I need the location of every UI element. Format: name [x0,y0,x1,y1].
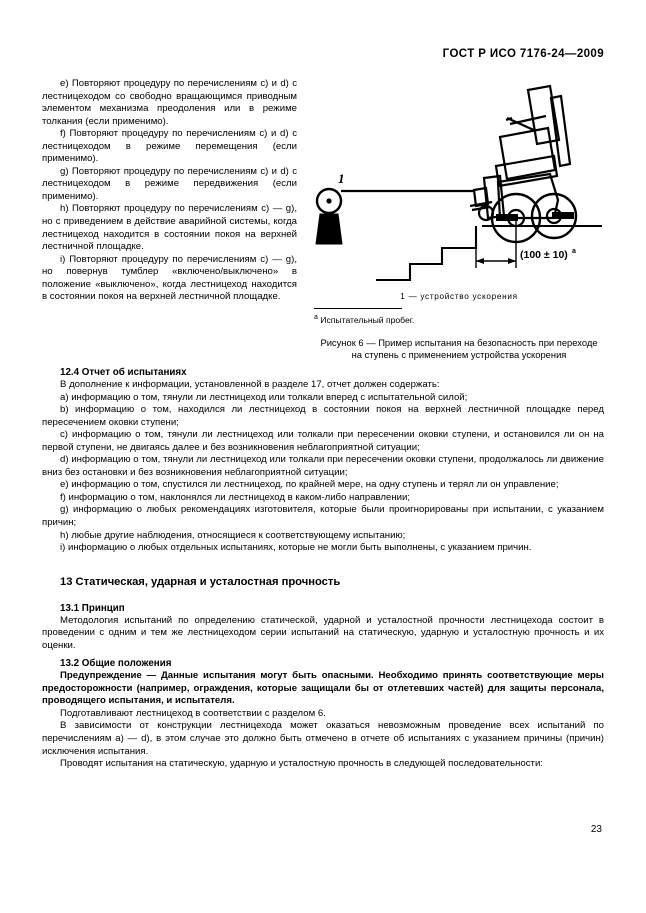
pulley-axle [326,198,331,203]
footnote-separator-rule [314,308,402,309]
report-item-f: f) информацию о том, наклонялся ли лестницеход в каком-либо направлении; [60,491,411,503]
main-text-flow [42,366,604,771]
chair-seat-cushion [500,128,555,179]
report-item-b: b) информацию о том, находился ли лестницеход в состоянии покоя на верхней лестничной площадке перед пересечением оковки ступени; [42,404,604,428]
document-header-standard-number: ГОСТ Р ИСО 7176-24—2009 [442,48,604,60]
paragraph-item-g: g) Повторяют процедуру по перечислениям c) и d) с лестницеходом в режиме передвижения (если применимо). [42,165,297,202]
page-number: 23 [590,824,602,835]
stairclimber-test-diagram [314,78,604,290]
figure-callout-1: 1 [338,171,345,186]
wheel-spoke-left [496,214,518,221]
section-13-1-text: Методология испытаний по определению статической, ударной и усталостной прочности лестницехода состоит в проведении с одним и тем же лестницеходом серии испытаний на статическую, ударную и усталостную прочность и их оценки. [42,614,604,651]
heading-13-1: 13.1 Принцип [60,602,125,614]
top-two-column-block [42,78,604,360]
figure-6-illustration [314,78,604,290]
heading-13-2: 13.2 Общие положения [60,658,172,670]
section-13-2-paragraph-3: Проводят испытания на статическую, ударную и усталостную прочность в следующей последовательности: [60,758,543,770]
report-item-c: c) информацию о том, тянули ли лестницеход или толкали при пересечении оковки ступени, и остановился ли он на первой ступени, не двигаясь далее и без возникновения неблагоприятной ситуации; [42,429,604,453]
stairs-profile [376,226,476,280]
section-13-2-paragraph-2: В зависимости от конструкции лестницехода может оказаться невозможным проведение всех испытаний по перечислениям a) — d), в этом случае это должно быть отмечено в отчете об испытаниях с указанием причины (причин) исключения испытания. [42,720,604,757]
section-13-2-paragraph-1: Подготавливают лестницеход в соответствии с разделом 6. [60,707,326,719]
report-item-e: e) информацию о том, спустился ли лестницеход, по крайней мере, на одну ступень и терял ли он управление; [60,479,559,491]
paragraph-item-i: i) Повторяют процедуру по перечислениям c) — g), но повернув тумблер «включено/выключено» в положение «выключено», когда лестницеход находится в состоянии покоя на верхней лестничной площадке. [42,253,297,303]
stairclimber-device [470,86,576,242]
dimension-arrow-left [476,258,484,264]
figure-caption: Рисунок 6 — Пример испытания на безопасность при переходе на ступень с применением устройства ускорения [320,336,598,361]
footnote-marker: a [314,314,318,321]
report-item-h: h) любые другие наблюдения, относящиеся к соответствующему испытанию; [60,529,406,541]
figure-dimension-superscript: a [572,248,576,255]
heading-13: 13 Статическая, ударная и усталостная прочность [60,575,341,588]
report-item-a: a) информацию о том, тянули ли лестницеход или толкали вперед с испытательной силой; [60,391,468,403]
report-item-g: g) информацию о любых рекомендациях изготовителя, которые были проигнорированы при испытании, с указанием причин; [42,504,604,529]
report-item-d: d) информацию о том, тянули ли лестницеход или толкали при пересечении оковки ступени, продолжалось ли движение вниз без остановки и без возникновения неблагоприятной ситуации; [42,454,604,478]
left-text-column [42,78,297,304]
report-item-i: i) информацию о любых отдельных испытаниях, которые не могли быть выполнены, с указанием причин. [60,542,532,554]
footnote-text: Испытательный пробег. [320,314,415,325]
paragraph-item-e: e) Повторяют процедуру по перечислениям c) и d) с лестницеходом со свободно вращающимся приводным элементом механизма преодоления или в режиме толкания (если применимо). [42,78,297,127]
paragraph-item-h: h) Повторяют процедуру по перечислениям c) — g), но с приведением в действие аварийной системы, когда лестницеход находится в состоянии покоя на верхней лестничной площадке. [42,203,297,253]
wheel-spoke-right [552,212,574,219]
figure-footnote [314,312,604,326]
paragraph-item-f: f) Повторяют процедуру по перечислениям c) и d) с лестницеходом в режиме перемещения (если применимо). [42,128,297,165]
figure-dimension-value: (100 ± 10) [520,249,568,261]
heading-12-4: 12.4 Отчет об испытаниях [60,367,187,378]
dimension-arrow-right [508,258,516,264]
right-figure-column [314,78,604,361]
spacer-after-heading-13 [42,589,604,602]
section-13-2-warning: Предупреждение — Данные испытания могут быть опасными. Необходимо принять соответствующие меры предосторожности (например, ограждения, которые защищали бы от отлетевших частей) для защиты персонала, проводящего испытания, и испытателя. [42,670,604,707]
spacer-before-section-13 [42,555,604,575]
section-12-4-intro: В дополнение к информации, установленной в разделе 17, отчет должен содержать: [60,379,440,390]
figure-legend: 1 — устройство ускорения [400,292,518,301]
suspended-weight [316,214,342,244]
